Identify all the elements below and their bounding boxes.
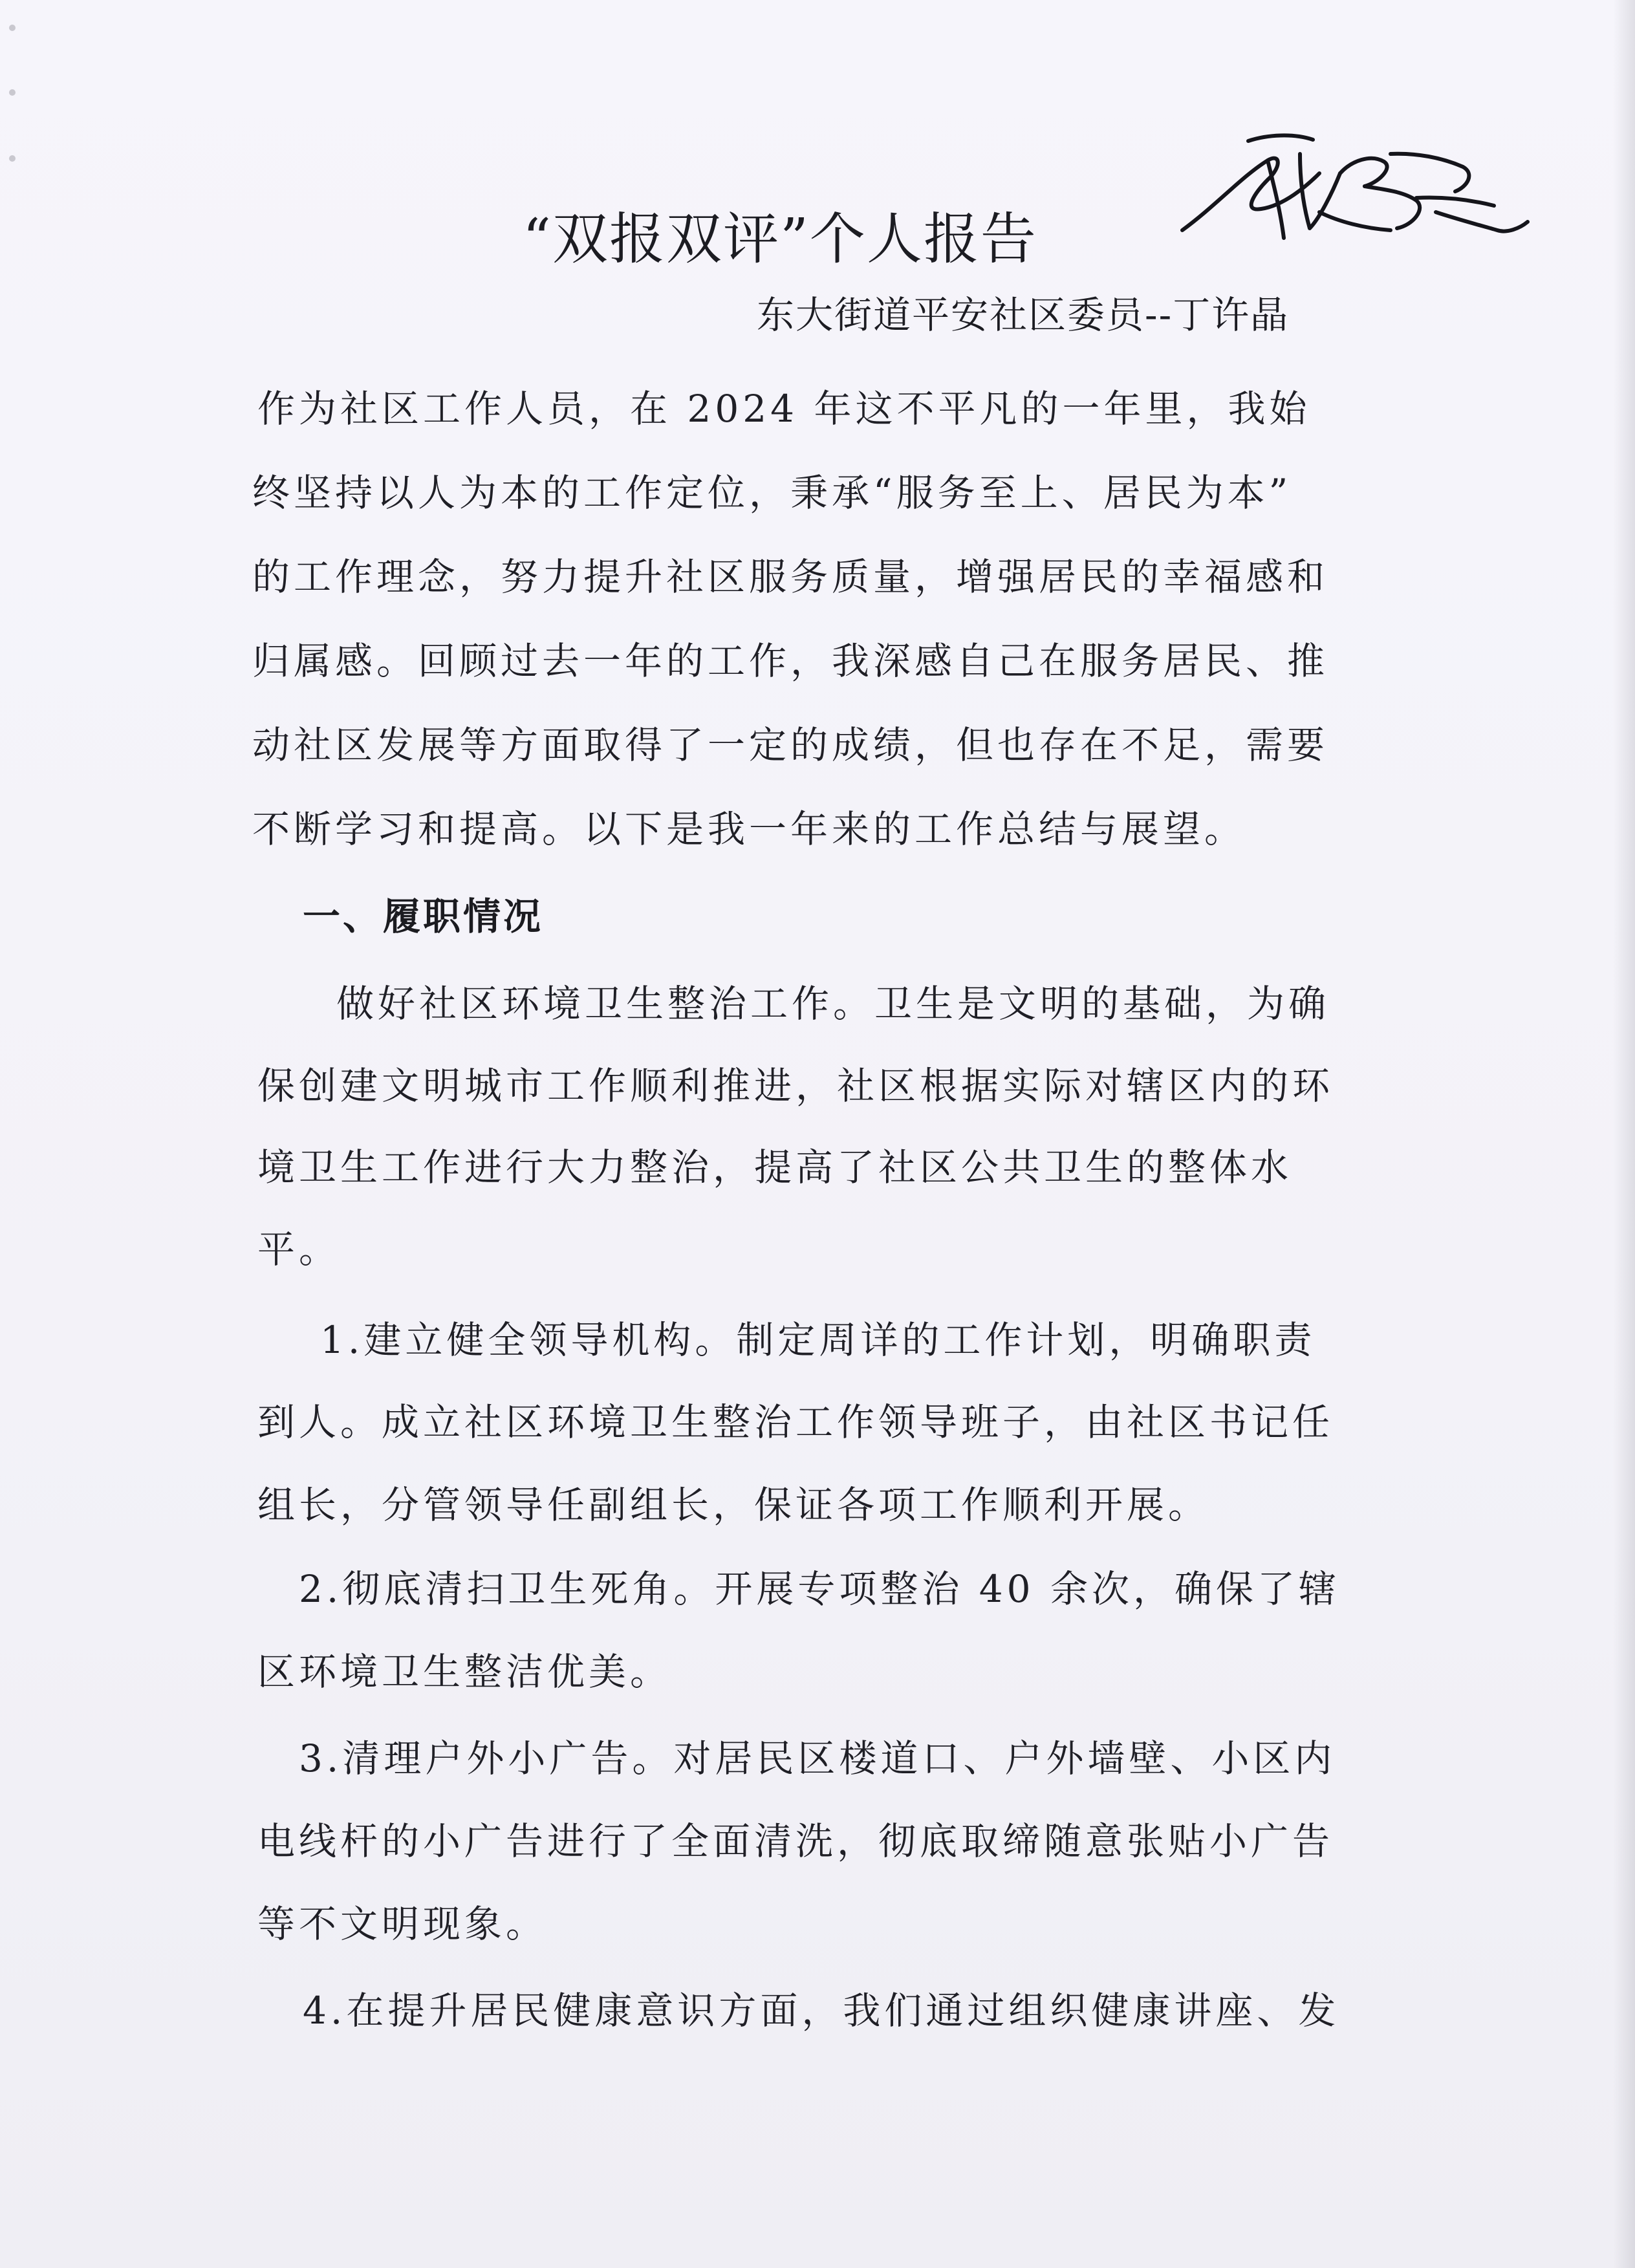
paragraph-line: 作为社区工作人员，在 2024 年这不平凡的一年里，我始 bbox=[257, 387, 1311, 431]
list-item-line: 等不文明现象。 bbox=[257, 1902, 548, 1946]
document-author: 东大街道平安社区委员--丁许晶 bbox=[757, 293, 1290, 337]
paragraph-line: 终坚持以人为本的工作定位，秉承“服务至上、居民为本” bbox=[252, 471, 1292, 515]
list-item-line: 组长，分管领导任副组长，保证各项工作顺利开展。 bbox=[257, 1483, 1210, 1527]
list-item-line: 区环境卫生整洁优美。 bbox=[257, 1650, 672, 1694]
paragraph-line: 保创建文明城市工作顺利推进，社区根据实际对辖区内的环 bbox=[257, 1064, 1334, 1108]
list-item-line: 3.清理户外小广告。对居民区楼道口、户外墙壁、小区内 bbox=[299, 1736, 1336, 1780]
list-item-line: 电线杆的小广告进行了全面清洗，彻底取缔随意张贴小广告 bbox=[257, 1819, 1334, 1863]
document-title: “双报双评”个人报告 bbox=[523, 207, 1037, 272]
list-item-line: 1.建立健全领导机构。制定周详的工作计划，明确职责 bbox=[320, 1318, 1316, 1362]
section-heading: 一、履职情况 bbox=[303, 894, 544, 938]
paragraph-line: 做好社区环境卫生整治工作。卫生是文明的基础，为确 bbox=[336, 982, 1330, 1026]
list-item-line: 2.彻底清扫卫生死角。开展专项整治 40 余次，确保了辖 bbox=[299, 1567, 1341, 1611]
paragraph-line: 平。 bbox=[257, 1227, 341, 1271]
paragraph-line: 不断学习和提高。以下是我一年来的工作总结与展望。 bbox=[252, 807, 1246, 851]
paragraph-line: 归属感。回顾过去一年的工作，我深感自己在服务居民、推 bbox=[252, 639, 1329, 683]
page-edge-shadow bbox=[1613, 0, 1635, 2268]
paragraph-line: 动社区发展等方面取得了一定的成绩，但也存在不足，需要 bbox=[252, 723, 1329, 767]
paragraph-line: 境卫生工作进行大力整治，提高了社区公共卫生的整体水 bbox=[257, 1145, 1293, 1189]
scan-speck bbox=[9, 25, 16, 31]
list-item-line: 4.在提升居民健康意识方面，我们通过组织健康讲座、发 bbox=[303, 1989, 1340, 2033]
scan-speck bbox=[9, 155, 16, 162]
list-item-line: 到人。成立社区环境卫生整治工作领导班子，由社区书记任 bbox=[257, 1400, 1334, 1444]
paragraph-line: 的工作理念，努力提升社区服务质量，增强居民的幸福感和 bbox=[252, 555, 1329, 599]
scan-speck bbox=[9, 89, 16, 96]
handwritten-signature bbox=[1171, 115, 1533, 283]
